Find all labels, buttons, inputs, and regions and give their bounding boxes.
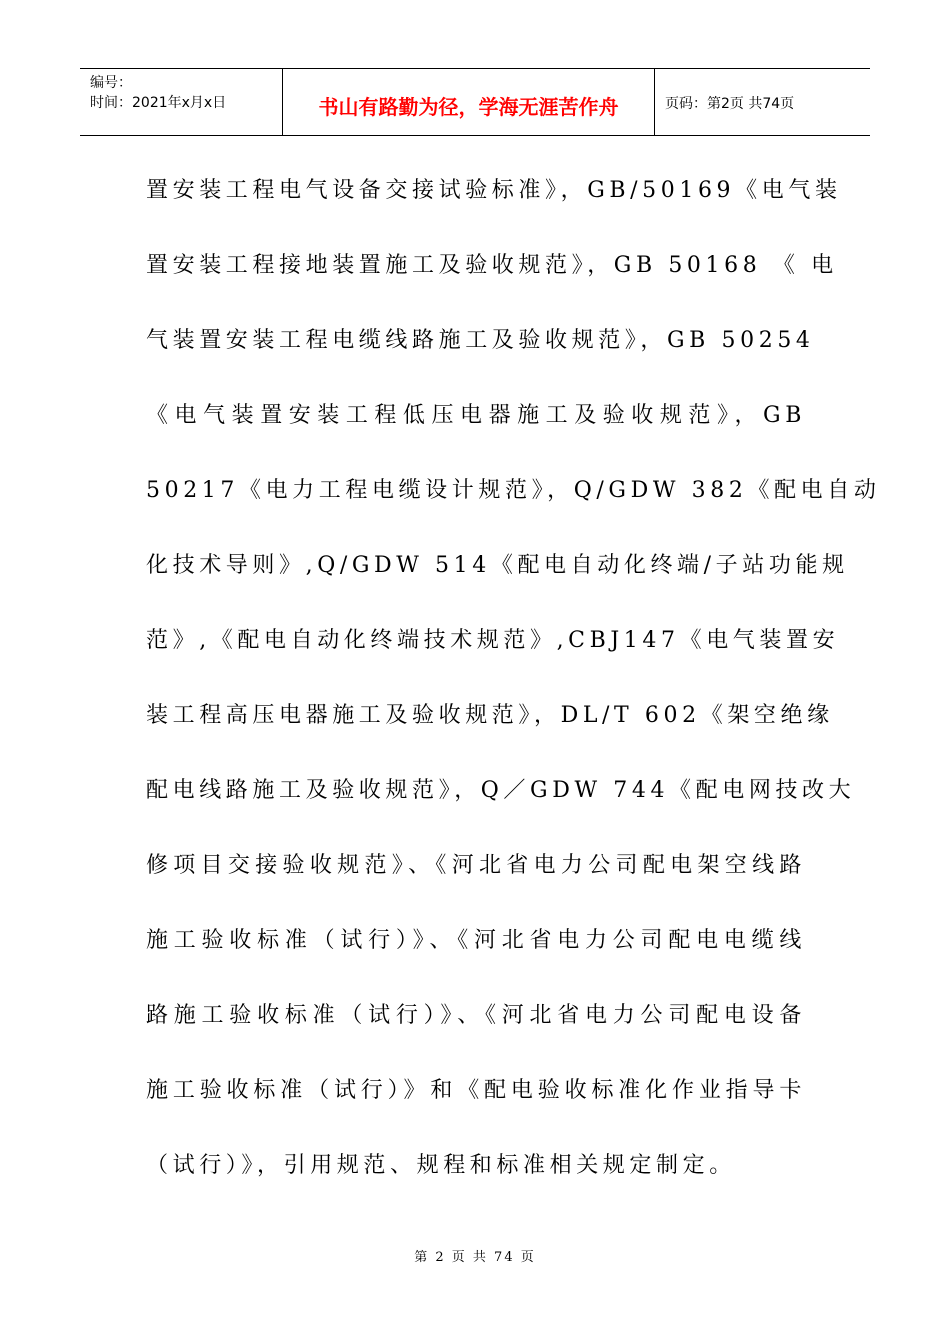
body-line: 《电气装置安装工程低压电器施工及验收规范》，GB xyxy=(146,403,806,428)
body-line: 置安装工程接地装置施工及验收规范》，GB 50168 《 电 xyxy=(146,253,838,278)
body-line: 施工验收标准（试行）》、《河北省电力公司配电电缆线 xyxy=(146,928,806,953)
document-number-label: 编号： xyxy=(90,75,132,91)
body-line: 装工程高压电器施工及验收规范》，DL/T 602《架空绝缘 xyxy=(146,703,834,728)
body-line: 配电线路施工及验收规范》，Q／GDW 744《配电网技改大 xyxy=(146,778,856,803)
body-line: 范》,《配电自动化终端技术规范》,CBJ147《电气装置安 xyxy=(146,628,840,653)
page-header xyxy=(80,68,870,136)
body-line: 50217《电力工程电缆设计规范》，Q/GDW 382《配电自动 xyxy=(146,478,881,503)
header-page-info: 页码：第2页 共74页 xyxy=(665,96,795,112)
body-line: 路施工验收标准（试行）》、《河北省电力公司配电设备 xyxy=(146,1003,806,1028)
document-body xyxy=(146,153,881,1203)
page-footer: 第 2 页 共 74 页 xyxy=(414,1250,536,1265)
body-line: 施工验收标准（试行）》和《配电验收标准化作业指导卡 xyxy=(146,1078,806,1103)
body-line: 气装置安装工程电缆线路施工及验收规范》，GB 50254 xyxy=(146,328,815,353)
body-line: 置安装工程电气设备交接试验标准》，GB/50169《电气装 xyxy=(146,178,842,203)
document-time-label: 时间：2021年x月x日 xyxy=(90,95,227,111)
body-line: 修项目交接验收规范》、《河北省电力公司配电架空线路 xyxy=(146,853,806,878)
header-meta xyxy=(80,69,283,135)
header-motto: 书山有路勤为径，学海无涯苦作舟 xyxy=(283,69,655,135)
body-line: 化技术导则》,Q/GDW 514《配电自动化终端/子站功能规 xyxy=(146,553,849,578)
body-line-last: （试行）》，引用规范、规程和标准相关规定制定。 xyxy=(146,1153,736,1178)
